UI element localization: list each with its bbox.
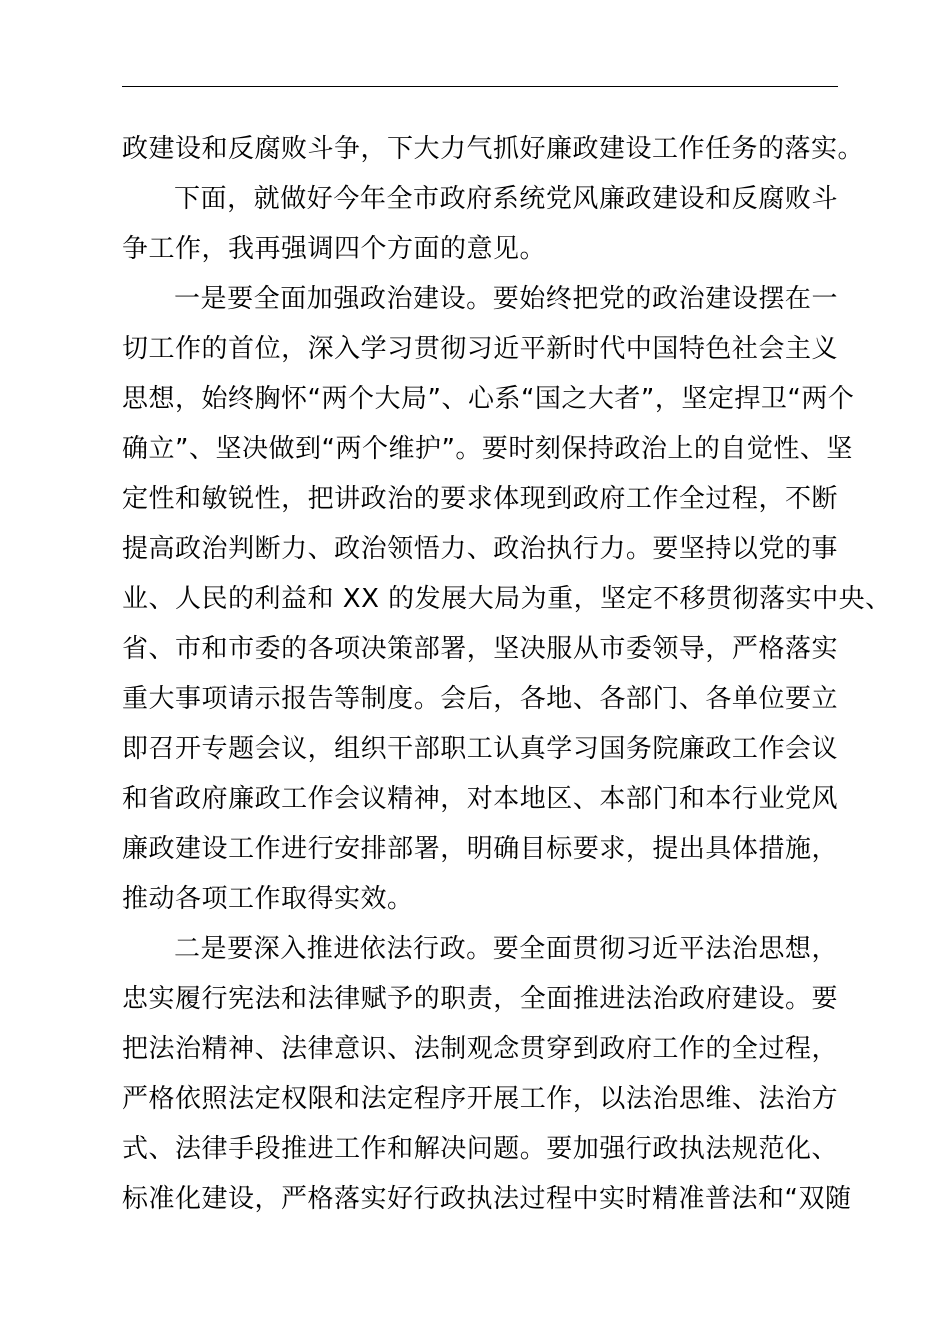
text-line: 提高政治判断力、政治领悟力、政治执行力。要坚持以党的事 bbox=[122, 534, 838, 564]
text-line: 思想，始终胸怀“两个大局”、心系“国之大者”，坚定捍卫“两个 bbox=[122, 384, 855, 414]
text-line: 推动各项工作取得实效。 bbox=[122, 884, 414, 914]
text-line: 下面，就做好今年全市政府系统党风廉政建设和反腐败斗 bbox=[174, 184, 838, 214]
text-line: 二是要深入推进依法行政。要全面贯彻习近平法治思想， bbox=[174, 934, 838, 964]
text-line: 式、法律手段推进工作和解决问题。要加强行政执法规范化、 bbox=[122, 1134, 838, 1164]
text-line: 争工作，我再强调四个方面的意见。 bbox=[122, 234, 547, 264]
text-line: 和省政府廉政工作会议精神，对本地区、本部门和本行业党风 bbox=[122, 784, 838, 814]
text-line: 定性和敏锐性，把讲政治的要求体现到政府工作全过程，不断 bbox=[122, 484, 838, 514]
text-line: 省、市和市委的各项决策部署，坚决服从市委领导，严格落实 bbox=[122, 634, 838, 664]
text-line: 切工作的首位，深入学习贯彻习近平新时代中国特色社会主义 bbox=[122, 334, 838, 364]
text-line: 廉政建设工作进行安排部署，明确目标要求，提出具体措施， bbox=[122, 834, 838, 864]
text-line: 政建设和反腐败斗争，下大力气抓好廉政建设工作任务的落实。 bbox=[122, 134, 865, 164]
text-line: 标准化建设，严格落实好行政执法过程中实时精准普法和“双随 bbox=[122, 1184, 852, 1214]
text-line: 一是要全面加强政治建设。要始终把党的政治建设摆在一 bbox=[174, 284, 838, 314]
text-line: 重大事项请示报告等制度。会后，各地、各部门、各单位要立 bbox=[122, 684, 838, 714]
text-line: 忠实履行宪法和法律赋予的职责，全面推进法治政府建设。要 bbox=[122, 984, 838, 1014]
text-line: 业、人民的利益和 XX 的发展大局为重，坚定不移贯彻落实中央、 bbox=[122, 584, 892, 614]
text-line: 严格依照法定权限和法定程序开展工作，以法治思维、法治方 bbox=[122, 1084, 838, 1114]
header-rule bbox=[122, 86, 838, 87]
text-line: 即召开专题会议，组织干部职工认真学习国务院廉政工作会议 bbox=[122, 734, 838, 764]
text-line: 把法治精神、法律意识、法制观念贯穿到政府工作的全过程， bbox=[122, 1034, 838, 1064]
text-line: 确立”、坚决做到“两个维护”。要时刻保持政治上的自觉性、坚 bbox=[122, 434, 853, 464]
